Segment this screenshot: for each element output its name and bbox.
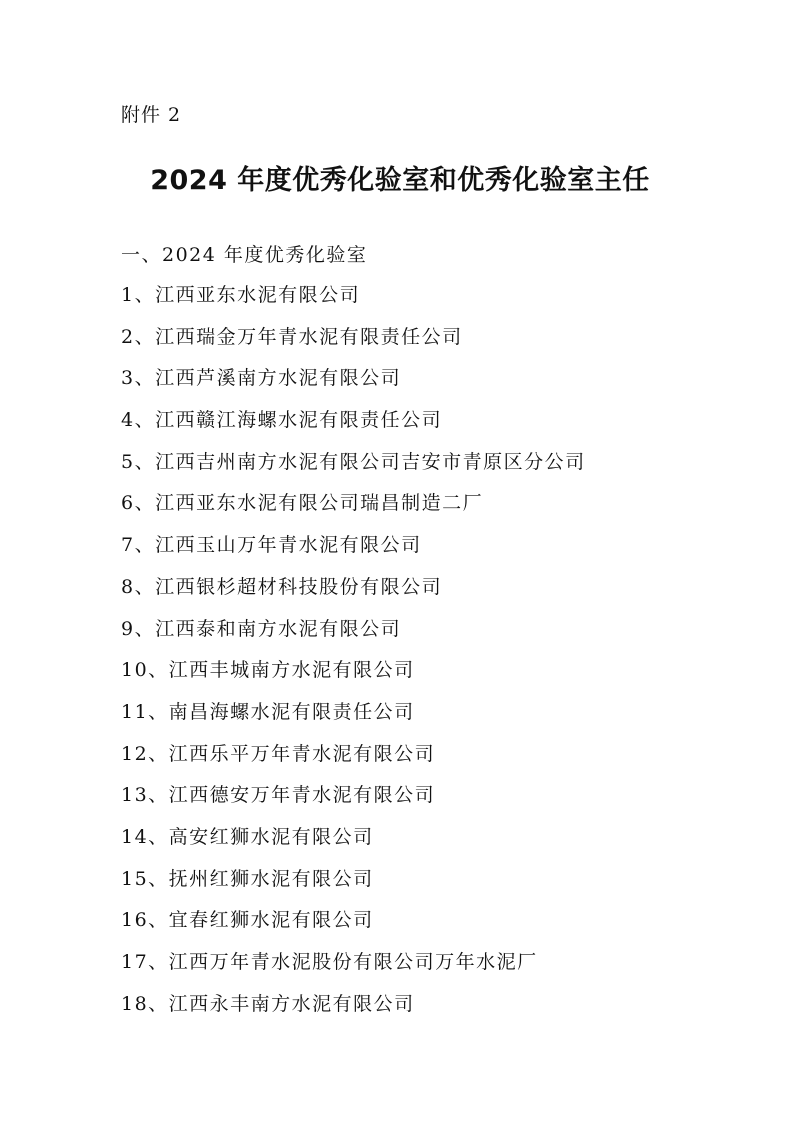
- list-item: 7、江西玉山万年青水泥有限公司: [121, 534, 422, 557]
- list-item: 12、江西乐平万年青水泥有限公司: [121, 742, 436, 765]
- list-item: 13、江西德安万年青水泥有限公司: [121, 784, 436, 807]
- list-item: 8、江西银杉超材科技股份有限公司: [121, 575, 443, 598]
- list-item: 15、抚州红狮水泥有限公司: [121, 867, 374, 890]
- list-item: 17、江西万年青水泥股份有限公司万年水泥厂: [121, 951, 538, 973]
- list-item: 3、江西芦溪南方水泥有限公司: [121, 367, 402, 390]
- list-item: 6、江西亚东水泥有限公司瑞昌制造二厂: [121, 492, 484, 515]
- list-item: 14、高安红狮水泥有限公司: [121, 825, 374, 848]
- attachment-label: 附件 2: [121, 104, 182, 126]
- list-item: 5、江西吉州南方水泥有限公司吉安市青原区分公司: [121, 450, 586, 473]
- list-item: 1、江西亚东水泥有限公司: [121, 284, 361, 306]
- list-item: 4、江西赣江海螺水泥有限责任公司: [121, 409, 443, 432]
- list-item: 16、宜春红狮水泥有限公司: [121, 909, 374, 932]
- list-item: 2、江西瑞金万年青水泥有限责任公司: [121, 325, 463, 348]
- list-item: 9、江西泰和南方水泥有限公司: [121, 617, 402, 640]
- list-item: 18、江西永丰南方水泥有限公司: [121, 992, 415, 1015]
- section-heading: 一、2024 年度优秀化验室: [121, 244, 368, 266]
- list-item: 11、南昌海螺水泥有限责任公司: [121, 700, 415, 723]
- document-title: 2024 年度优秀化验室和优秀化验室主任: [150, 165, 650, 196]
- list-item: 10、江西丰城南方水泥有限公司: [121, 659, 415, 682]
- lab-list: [121, 280, 586, 1030]
